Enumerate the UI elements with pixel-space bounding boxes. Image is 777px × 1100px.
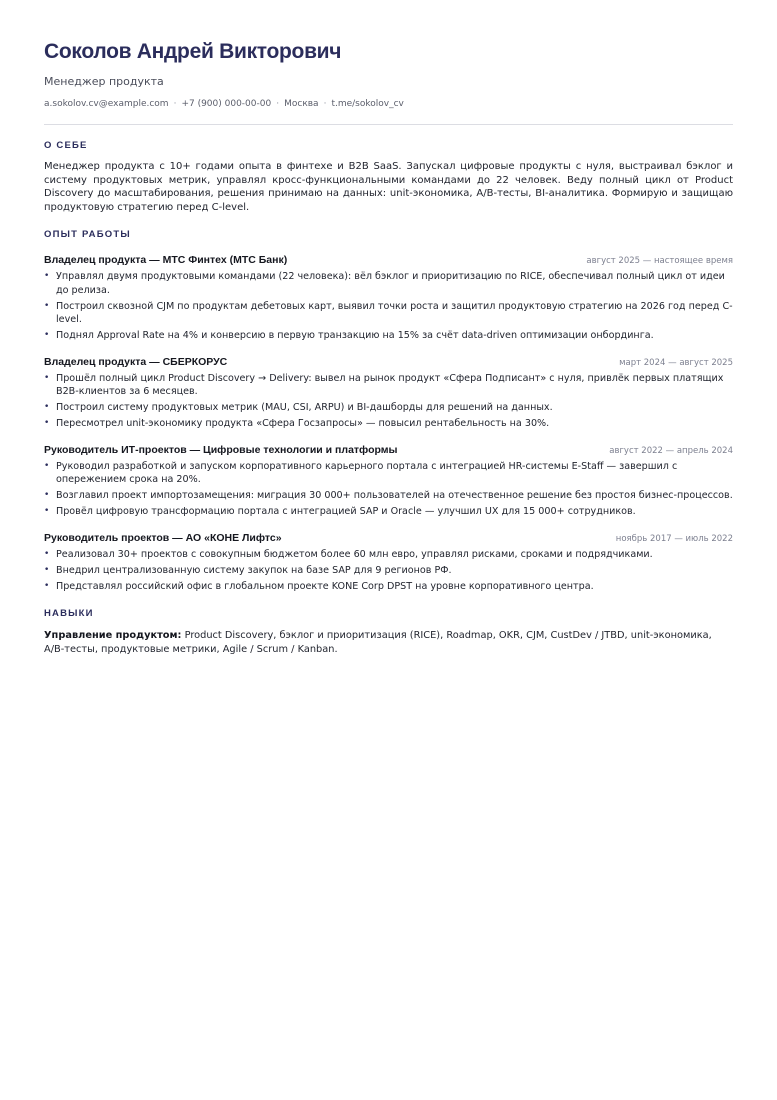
- job-bullets: [44, 460, 733, 519]
- job-bullet: • Внедрил централизованную систему закупок на базе SAP для 9 регионов РФ.: [44, 564, 733, 578]
- job-bullet: • Прошёл полный цикл Product Discovery → Delivery: вывел на рынок продукт «Сфера Подписант» с нуля, привлёк первых платящих B2B-клиентов за 6 месяцев.: [44, 372, 733, 399]
- job-entry: [44, 254, 733, 343]
- job-entry: [44, 444, 733, 519]
- skills-label: Управление продуктом:: [44, 630, 182, 641]
- job-bullet: • Управлял двумя продуктовыми командами (22 человека): вёл бэклог и приоритизацию по RICE, обеспечивал полный цикл от идеи до релиза.: [44, 270, 733, 297]
- job-entry: [44, 532, 733, 594]
- skills-list: Product Discovery, бэклог и приоритизация (RICE), Roadmap, OKR, CJM, CustDev / JTBD, unit-экономика, A/B-тесты, продуктовые метрики, Agile / Scrum / Kanban.: [44, 630, 712, 655]
- job-bullet: • Руководил разработкой и запуском корпоративного карьерного портала с интеграцией HR-системы E-Staff — завершил с опережением срока на 20%.: [44, 460, 733, 487]
- candidate-role: Менеджер продукта: [44, 75, 164, 88]
- job-period: август 2022 — апрель 2024: [609, 445, 733, 456]
- job-bullet: • Поднял Approval Rate на 4% и конверсию в первую транзакцию на 15% за счёт data-driven оптимизации онбординга.: [44, 329, 733, 343]
- job-bullet: • Возглавил проект импортозамещения: миграция 30 000+ пользователей на отечественное решение без простоя бизнес-процессов.: [44, 489, 733, 503]
- job-bullet: • Провёл цифровую трансформацию портала с интеграцией SAP и Oracle — улучшил UX для 15 000+ сотрудников.: [44, 505, 733, 519]
- job-bullets: [44, 372, 733, 431]
- telegram-link[interactable]: t.me/sokolov_cv: [331, 99, 404, 109]
- job-bullets: [44, 548, 733, 594]
- candidate-name: Соколов Андрей Викторович: [44, 40, 342, 63]
- job-bullets: [44, 270, 733, 343]
- job-title: Руководитель ИТ-проектов — Цифровые технологии и платформы: [44, 443, 398, 456]
- job-period: август 2025 — настоящее время: [586, 256, 733, 266]
- email-link[interactable]: a.sokolov.cv@example.com: [44, 99, 169, 109]
- skills-section-title: НАВЫКИ: [44, 608, 94, 619]
- contact-separator: ·: [276, 99, 280, 109]
- about-text: Менеджер продукта с 10+ годами опыта в финтехе и B2B SaaS. Запускал цифровые продукты с нуля, выстраивал бэклог и систему продуктовых метрик, управлял кросс-функциональными командами до 22 человек. Веду полный цикл от Product Discovery до масштабирования, решения принимаю на данных: unit-экономика, A/B-тесты, BI-аналитика. Формирую и защищаю продуктовую стратегию перед C-level.: [44, 161, 733, 213]
- city-text: Москва: [284, 99, 319, 109]
- contact-separator: ·: [173, 99, 177, 109]
- job-period: март 2024 — август 2025: [619, 357, 733, 368]
- job-bullet: • Построил систему продуктовых метрик (MAU, CSI, ARPU) и BI-дашборды для решений на данных.: [44, 401, 733, 415]
- experience-section-title: ОПЫТ РАБОТЫ: [44, 229, 131, 240]
- header-divider: [44, 124, 733, 125]
- about-section-title: О СЕБЕ: [44, 140, 88, 151]
- skills-text: [44, 629, 733, 656]
- job-title: Владелец продукта — МТС Финтех (МТС Банк): [44, 254, 288, 266]
- contact-separator: ·: [323, 99, 327, 109]
- job-title: Руководитель проектов — АО «КОНЕ Лифтс»: [44, 531, 282, 544]
- contact-line: [44, 98, 733, 110]
- job-bullet: • Реализовал 30+ проектов с совокупным бюджетом более 60 млн евро, управлял рисками, сроками и подрядчиками.: [44, 548, 733, 562]
- job-bullet: • Построил сквозной CJM по продуктам дебетовых карт, выявил точки роста и защитил продуктовую стратегию на 2026 год перед C-level.: [44, 300, 733, 327]
- job-entry: [44, 356, 733, 431]
- job-bullet: • Представлял российский офис в глобальном проекте KONE Corp DPST на уровне корпоративного центра.: [44, 580, 733, 594]
- job-bullet: • Пересмотрел unit-экономику продукта «Сфера Госзапросы» — повысил рентабельность на 30%.: [44, 417, 733, 431]
- job-title: Владелец продукта — СБЕРКОРУС: [44, 355, 228, 368]
- job-period: ноябрь 2017 — июль 2022: [615, 533, 733, 544]
- phone-text: +7 (900) 000-00-00: [181, 99, 272, 109]
